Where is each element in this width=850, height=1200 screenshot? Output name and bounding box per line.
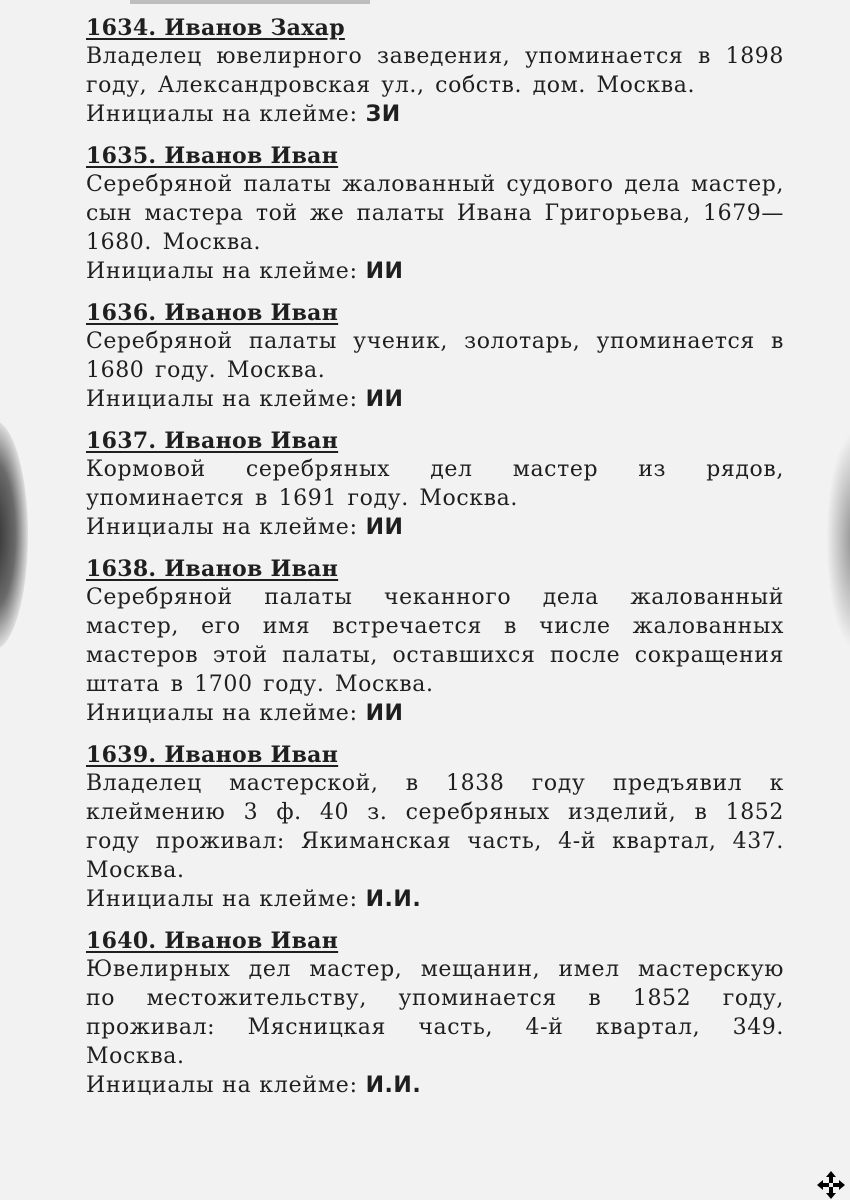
entry-text: Ювелирных дел мастер, мещанин, имел мастерскую по местожительству, упоминается в 1852 году, проживал: Мясницкая часть, 4-й квартал, 349. Москва.: [86, 957, 784, 1069]
entry-heading: 1634. Иванов Захар: [86, 15, 345, 41]
initials-label: Инициалы на клейме:: [86, 387, 358, 412]
initials-label: Инициалы на клейме:: [86, 701, 358, 726]
entry-text: Серебряной палаты чеканного дела жалованный мастер, его имя встречается в числе жалованных мастеров этой палаты, оставшихся после сокращения штата в 1700 году. Москва.: [86, 585, 784, 697]
entry: [86, 142, 784, 286]
entry-initials-line: [86, 100, 784, 129]
initials-label: Инициалы на клейме:: [86, 259, 358, 284]
binding-shadow-right: [826, 430, 850, 650]
entry: [86, 927, 784, 1100]
entry-initials-line: [86, 885, 784, 914]
entry-initials-line: [86, 513, 784, 542]
initials-value: ИИ: [365, 259, 404, 284]
entry-text: Серебряной палаты ученик, золотарь, упоминается в 1680 году. Москва.: [86, 329, 784, 383]
initials-label: Инициалы на клейме:: [86, 102, 358, 127]
entry-initials-line: [86, 699, 784, 728]
binding-shadow-left: [0, 420, 28, 650]
entry-heading: 1635. Иванов Иван: [86, 143, 339, 169]
move-arrows-icon[interactable]: [816, 1170, 846, 1200]
entry-text: Кормовой серебряных дел мастер из рядов, упоминается в 1691 году. Москва.: [86, 457, 784, 511]
initials-label: Инициалы на клейме:: [86, 887, 358, 912]
initials-value: ИИ: [365, 387, 404, 412]
entry-text: Владелец мастерской, в 1838 году предъявил к клеймению 3 ф. 40 з. серебряных изделий, в 1852 году проживал: Якиманская часть, 4-й квартал, 437. Москва.: [86, 771, 784, 883]
entry-text: Владелец ювелирного заведения, упоминается в 1898 году, Александровская ул., собств. дом. Москва.: [86, 44, 784, 98]
entry-text: Серебряной палаты жалованный судового дела мастер, сын мастера той же палаты Ивана Григорьева, 1679—1680. Москва.: [86, 172, 784, 255]
initials-label: Инициалы на клейме:: [86, 515, 358, 540]
entry: [86, 14, 784, 129]
entry-heading: 1639. Иванов Иван: [86, 742, 339, 768]
initials-value: И.И.: [365, 1073, 422, 1098]
entry: [86, 555, 784, 728]
entry-initials-line: [86, 257, 784, 286]
initials-label: Инициалы на клейме:: [86, 1073, 358, 1098]
initials-value: ИИ: [365, 515, 404, 540]
entry: [86, 299, 784, 414]
top-rule: [130, 0, 370, 4]
entry-heading: 1640. Иванов Иван: [86, 928, 339, 954]
entry-heading: 1637. Иванов Иван: [86, 428, 339, 454]
initials-value: ИИ: [365, 701, 404, 726]
main-column: [86, 14, 784, 1113]
entry-heading: 1638. Иванов Иван: [86, 556, 339, 582]
entry-initials-line: [86, 385, 784, 414]
initials-value: ЗИ: [365, 102, 401, 127]
initials-value: И.И.: [365, 887, 422, 912]
entry: [86, 741, 784, 914]
entry: [86, 427, 784, 542]
entry-heading: 1636. Иванов Иван: [86, 300, 339, 326]
entry-initials-line: [86, 1071, 784, 1100]
